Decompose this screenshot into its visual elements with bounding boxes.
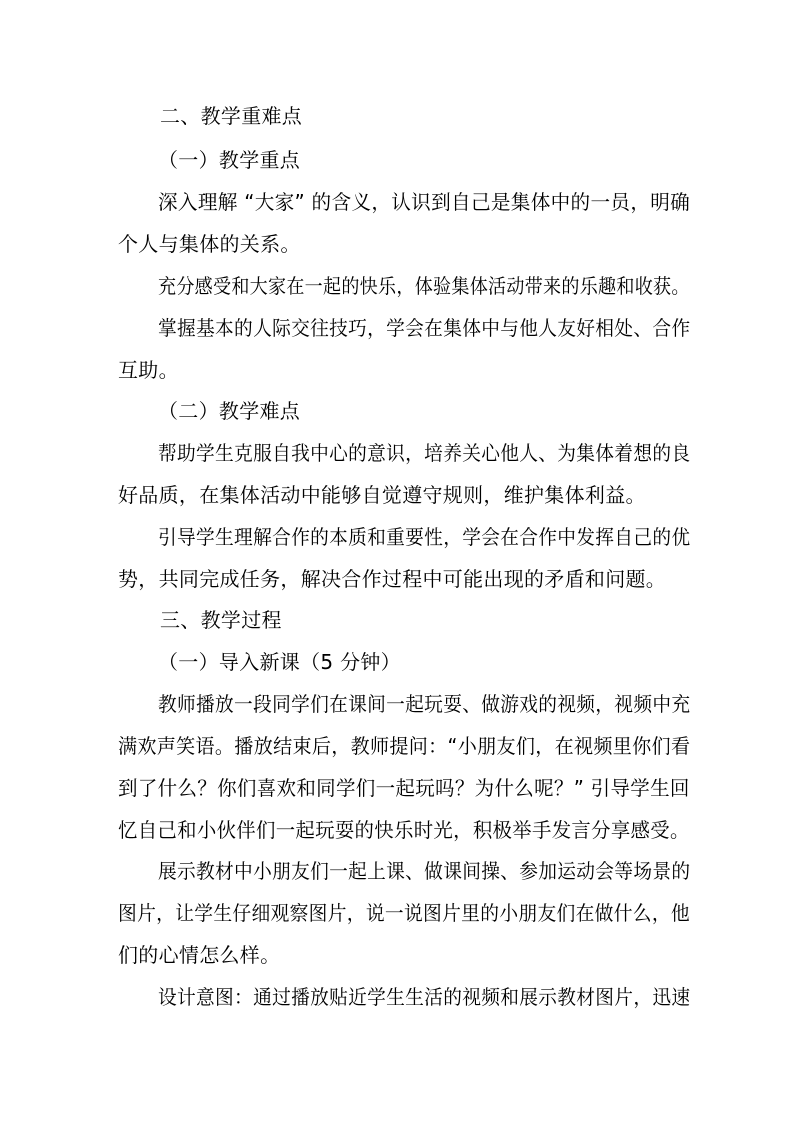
subsection-heading: （一）教学重点 xyxy=(158,148,301,172)
section-heading: 三、教学过程 xyxy=(160,608,282,632)
subsection-heading: （二）教学难点 xyxy=(158,399,301,423)
subsection-heading: （一）导入新课（5 分钟） xyxy=(158,650,401,674)
paragraph-line: 深入理解 “大家” 的含义，认识到自己是集体中的一员，明确 xyxy=(158,190,691,214)
paragraph-line: 引导学生理解合作的本质和重要性，学会在合作中发挥自己的优 xyxy=(158,525,691,549)
section-heading: 二、教学重难点 xyxy=(160,104,303,128)
paragraph-line: 忆自己和小伙伴们一起玩耍的快乐时光，积极举手发言分享感受。 xyxy=(118,818,690,842)
paragraph-line: 到了什么？你们喜欢和同学们一起玩吗？为什么呢？” 引导学生回 xyxy=(118,776,690,800)
paragraph-line: 个人与集体的关系。 xyxy=(118,232,301,256)
paragraph-line: 图片，让学生仔细观察图片，说一说图片里的小朋友们在做什么，他 xyxy=(118,901,690,925)
paragraph-line: 互助。 xyxy=(118,358,179,382)
paragraph-line: 帮助学生克服自我中心的意识，培养关心他人、为集体着想的良 xyxy=(158,441,691,465)
paragraph-line: 教师播放一段同学们在课间一起玩耍、做游戏的视频，视频中充 xyxy=(158,692,691,716)
paragraph-line: 好品质，在集体活动中能够自觉遵守规则，维护集体利益。 xyxy=(118,483,646,507)
paragraph-line: 设计意图：通过播放贴近学生生活的视频和展示教材图片，迅速 xyxy=(158,985,691,1009)
paragraph-line: 满欢声笑语。播放结束后，教师提问：“小朋友们，在视频里你们看 xyxy=(118,734,691,758)
paragraph-line: 充分感受和大家在一起的快乐，体验集体活动带来的乐趣和收获。 xyxy=(158,274,690,298)
paragraph-line: 们的心情怎么样。 xyxy=(118,943,281,967)
paragraph-line: 展示教材中小朋友们一起上课、做课间操、参加运动会等场景的 xyxy=(158,859,691,883)
paragraph-line: 势，共同完成任务，解决合作过程中可能出现的矛盾和问题。 xyxy=(118,567,667,591)
paragraph-line: 掌握基本的人际交往技巧，学会在集体中与他人友好相处、合作 xyxy=(158,316,691,340)
